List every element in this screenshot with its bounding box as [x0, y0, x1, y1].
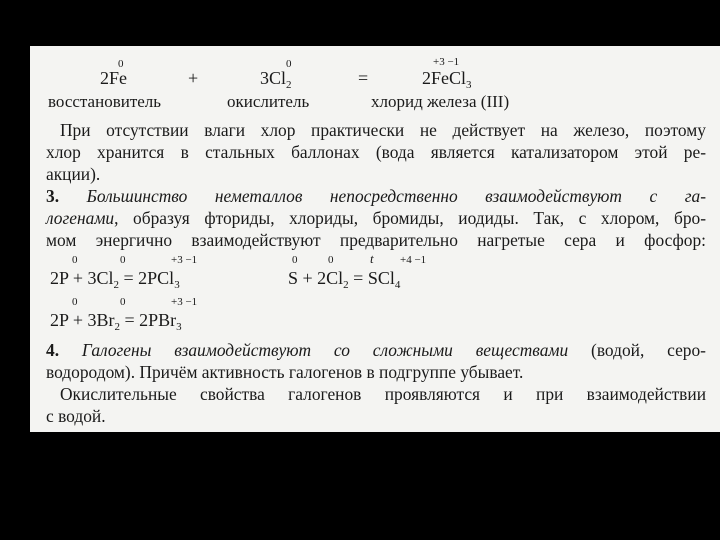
para3-line1: 4. Галогены взаимодействуют со сложными веществами (водой, серо-: [46, 340, 706, 360]
ox-state-fecl3: +3 −1: [433, 56, 460, 68]
plus-sign: +: [188, 68, 199, 88]
ox-state-br2: 0: [120, 296, 126, 308]
ox-state-p: 0: [72, 254, 78, 266]
ox-state-cl2-b: 0: [120, 254, 126, 266]
ox-state-s: 0: [292, 254, 298, 266]
para2-line2: логенами, образуя фториды, хлориды, бромиды, иодиды. Так, с хлором, бро-: [46, 208, 706, 228]
para4-line2: с водой.: [46, 406, 106, 426]
para1-line2: хлор хранится в стальных баллонах (вода является катализатором этой ре-: [46, 142, 706, 162]
label-oxidizer: окислитель: [227, 92, 310, 111]
label-product: хлорид железа (III): [371, 92, 510, 111]
para2-line3: мом энергично взаимодействуют предварительно нагретые сера и фосфор:: [46, 230, 706, 250]
para1-line1: При отсутствии влаги хлор практически не действует на железо, поэтому: [60, 120, 706, 140]
ox-state-pcl3: +3 −1: [171, 254, 198, 266]
bleed-through-text: [30, 56, 720, 74]
reactant-fe: 2Fe: [100, 68, 127, 88]
ox-state-cl2: 0: [286, 58, 292, 70]
equation-scl4: $S + 2Cl_2 = SCl_4$: [288, 268, 401, 291]
reactant-cl2: $3Cl_2$: [260, 68, 292, 91]
ox-state-scl4: +4 −1: [400, 254, 427, 266]
ox-state-fe: 0: [118, 58, 124, 70]
label-reducer: восстановитель: [48, 92, 162, 111]
equation-pcl3: $2P + 3Cl_2 = 2PCl_3$: [50, 268, 180, 291]
ox-state-cl2-c: 0: [328, 254, 334, 266]
equals-sign: =: [358, 68, 369, 88]
item-number-4: 4.: [46, 340, 60, 360]
ox-state-p-b: 0: [72, 296, 78, 308]
product-fecl3: 2FeCl$_3$: [422, 68, 472, 91]
para2-line1: 3. Большинство неметаллов непосредственно взаимодействуют с га-: [46, 186, 706, 206]
para1-line3: акции).: [46, 164, 101, 184]
textbook-page: [30, 46, 720, 432]
ox-state-pbr3: +3 −1: [171, 296, 198, 308]
equation-pbr3: $2P + 3Br_2 = 2PBr_3$: [50, 310, 182, 333]
temperature-mark: t: [370, 251, 374, 266]
para3-line2: водородом). Причём активность галогенов в подгруппе убывает.: [46, 362, 524, 382]
item-number-3: 3.: [46, 186, 60, 206]
para4-line1: Окислительные свойства галогенов проявляются и при взаимодействии: [60, 384, 706, 404]
